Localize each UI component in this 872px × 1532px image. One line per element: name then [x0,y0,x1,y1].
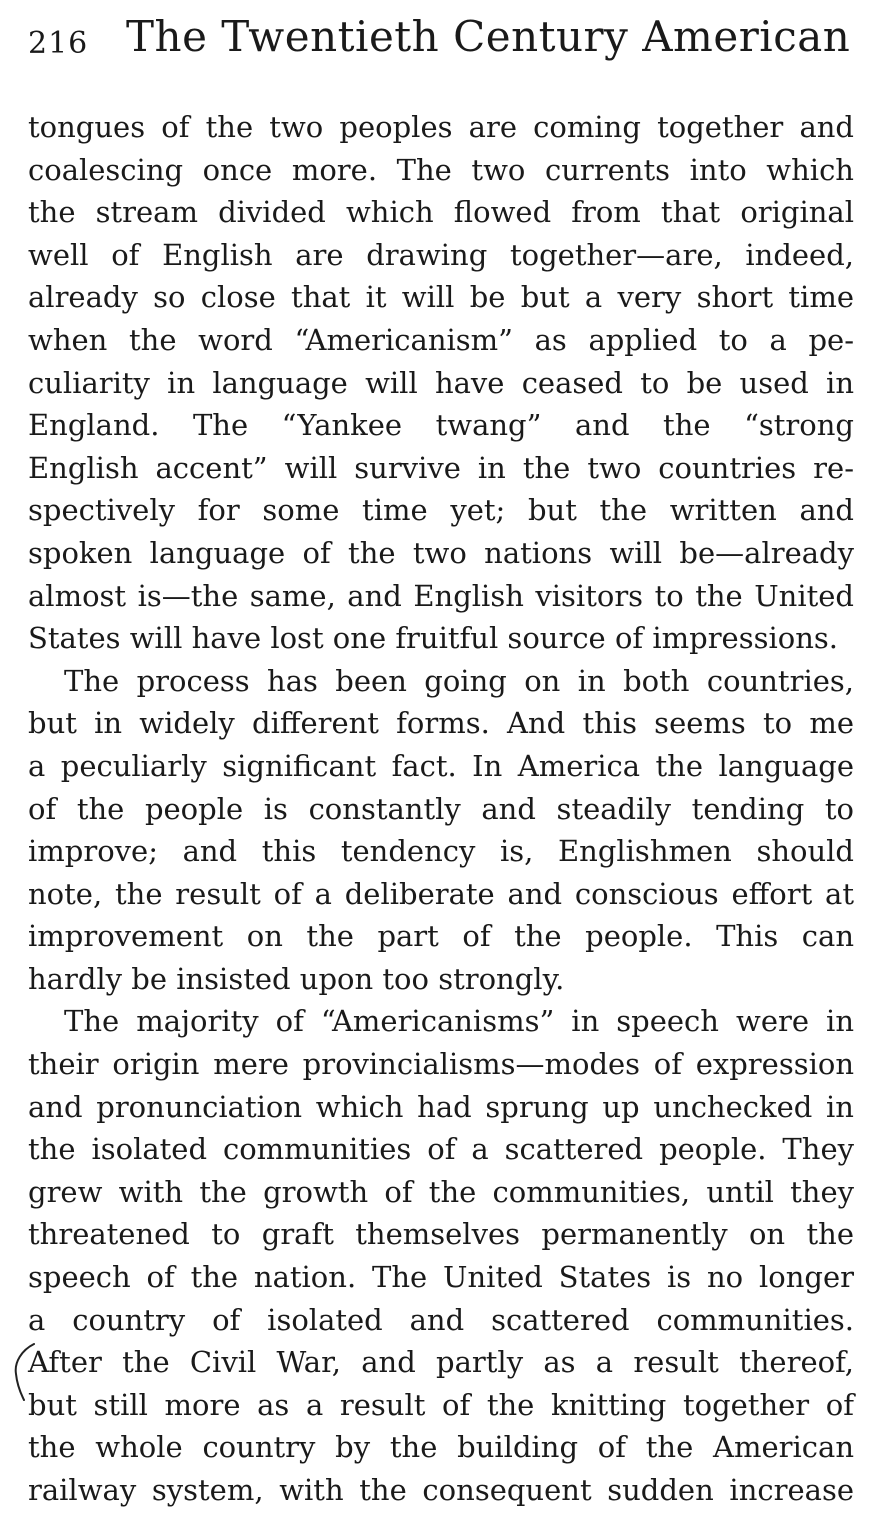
text-line: a country of isolated and scattered communities. [28,1302,854,1337]
text-line: of the people is constantly and steadily tending to [28,791,854,826]
text-line: States will have lost one fruitful source of impressions. [28,621,838,656]
handwritten-bracket-mark [8,1340,38,1406]
text-line: well of English are drawing together—are, indeed, [28,237,854,272]
text-line: speech of the nation. The United States is no longer [28,1260,854,1295]
running-head [28,12,851,72]
text-line: grew with the growth of the communities, until they [28,1174,854,1209]
text-line: coalescing once more. The two currents into which [28,152,854,187]
text-line: threatened to graft themselves permanently on the [28,1217,854,1252]
text-line: hardly be insisted upon too strongly. [28,961,565,996]
text-line: the stream divided which flowed from that original [28,195,854,230]
text-line: when the word “Americanism” as applied to a pe- [28,322,854,357]
text-line: English accent” will survive in the two countries re- [28,450,854,485]
text-line: note, the result of a deliberate and conscious effort at [28,876,854,911]
text-line: culiarity in language will have ceased to be used in [28,365,854,400]
text-line: spectively for some time yet; but the written and [28,493,854,528]
text-line: a peculiarly significant fact. In America the language [28,748,854,783]
text-line: improvement on the part of the people. This can [28,919,854,954]
paragraph-first-line: The process has been going on in both countries, [64,663,854,698]
text-line: tongues of the two peoples are coming together and [28,110,854,144]
text-line: After the Civil War, and partly as a result thereof, [28,1345,854,1380]
text-line: improve; and this tendency is, Englishmen should [28,834,854,869]
text-line: the isolated communities of a scattered people. They [28,1132,854,1167]
text-line: already so close that it will be but a very short time [28,280,854,315]
text-line: but in widely different forms. And this seems to me [28,706,854,741]
text-line: their origin mere provincialisms—modes of expression [28,1047,854,1082]
text-line: and pronunciation which had sprung up unchecked in [28,1089,854,1124]
paragraph-first-line: The majority of “Americanisms” in speech were in [64,1004,854,1039]
text-line: spoken language of the two nations will be—already [28,535,854,570]
page-number: 216 [28,26,89,61]
running-title: The Twentieth Century American [126,12,851,61]
text-line: almost is—the same, and English visitors to the United [28,578,854,613]
body-text [28,106,854,1512]
text-line: but still more as a result of the knitting together of [28,1387,854,1422]
text-line: railway system, with the consequent sudden increase [28,1473,854,1507]
text-line: the whole country by the building of the American [28,1430,854,1465]
text-line: England. The “Yankee twang” and the “strong [28,408,854,443]
